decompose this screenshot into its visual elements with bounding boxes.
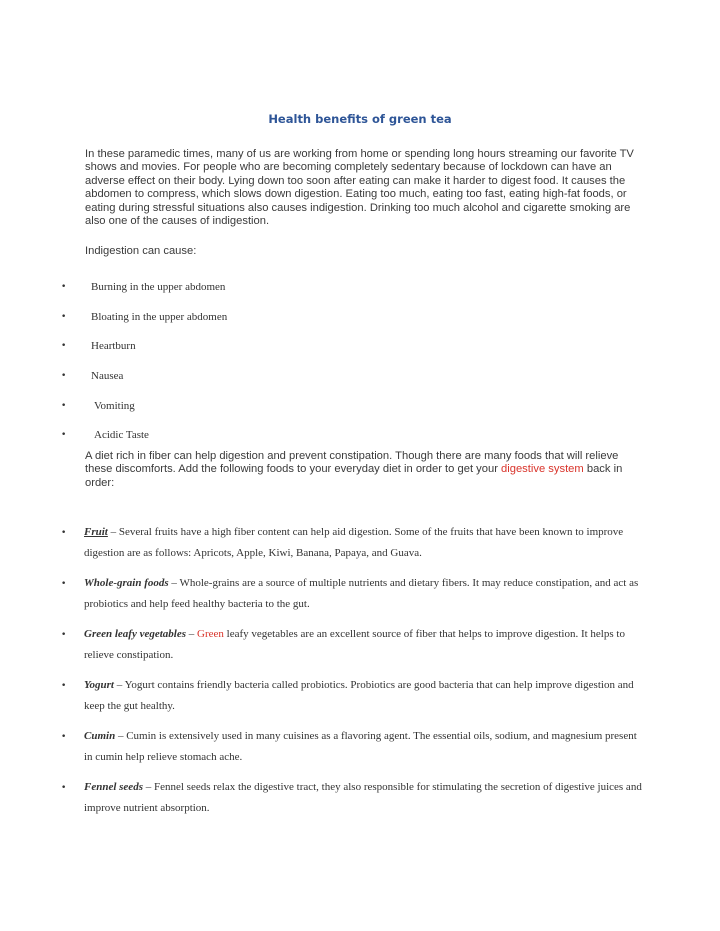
bullet-icon: • — [61, 371, 67, 381]
food-name: Fruit — [84, 526, 108, 538]
symptom-item: Vomiting — [94, 400, 135, 412]
food-item — [84, 726, 644, 768]
indigestion-heading: Indigestion can cause: — [85, 245, 197, 257]
food-item — [84, 522, 644, 564]
bullet-icon: • — [61, 282, 67, 292]
bullet-icon: • — [61, 732, 67, 742]
symptom-item: Acidic Taste — [94, 429, 149, 441]
bullet-icon: • — [61, 430, 67, 440]
food-dash: – — [168, 577, 180, 589]
diet-tail: back in order: — [85, 463, 623, 489]
green-link[interactable]: Green — [197, 628, 224, 640]
food-desc: Fennel seeds relax the digestive tract, they also responsible for stimulating the secretion of digestive juices and improve nutrient absorption. — [84, 781, 642, 814]
diet-text: A diet rich in fiber can help digestion and prevent constipation. Though there are many foods that will relieve these discomforts. Add the following foods to your everyday diet in order to get your — [85, 450, 619, 476]
intro-paragraph: In these paramedic times, many of us are working from home or spending long hours streaming our favorite TV shows and movies. For people who are becoming completely sedentary because of lockdown can have an adverse effect on their body. Lying down too soon after eating can make it harder to digest food. It causes the abdomen to compress, which slows down digestion. Eating too much, eating too fast, eating high-fat foods, or eating during stressful situations also causes indigestion. Drinking too much alcohol and cigarette smoking are also one of the causes of indigestion. — [85, 148, 634, 228]
food-item — [84, 675, 644, 717]
food-dash: – — [142, 781, 154, 793]
food-name: Green leafy vegetables — [84, 628, 187, 640]
diet-paragraph — [85, 450, 645, 490]
symptom-item: Heartburn — [91, 340, 136, 352]
food-desc: Cumin is extensively used in many cuisines as a flavoring agent. The essential oils, sodium, and magnesium present in cumin help relieve stomach ache. — [84, 730, 637, 763]
food-name: Cumin — [84, 730, 116, 742]
symptom-item: Burning in the upper abdomen — [91, 281, 226, 293]
food-item — [84, 777, 644, 819]
digestive-system-link[interactable]: digestive system — [501, 463, 584, 476]
bullet-icon: • — [61, 528, 67, 538]
food-dash: – — [107, 526, 119, 538]
bullet-icon: • — [61, 579, 67, 589]
food-dash: – — [115, 730, 127, 742]
food-dash: – — [186, 628, 198, 640]
bullet-icon: • — [61, 341, 67, 351]
food-name: Fennel seeds — [84, 781, 143, 793]
food-desc: Yogurt contains friendly bacteria called probiotics. Probiotics are good bacteria that can help improve digestion and keep the gut healthy. — [84, 679, 634, 712]
page-title: Health benefits of green tea — [268, 112, 452, 126]
food-item — [84, 624, 644, 666]
food-name: Yogurt — [84, 679, 114, 691]
food-desc: Several fruits have a high fiber content can help aid digestion. Some of the fruits that have been known to improve digestion are as follows: Apricots, Apple, Kiwi, Banana, Papaya, and Guava. — [84, 526, 624, 559]
food-desc: Whole-grains are a source of multiple nutrients and dietary fibers. It may reduce constipation, and act as probiotics and help feed healthy bacteria to the gut. — [84, 577, 639, 610]
bullet-icon: • — [61, 312, 67, 322]
food-item — [84, 573, 644, 615]
bullet-icon: • — [61, 401, 67, 411]
food-name: Whole-grain foods — [84, 577, 169, 589]
food-dash: – — [113, 679, 125, 691]
food-desc: leafy vegetables are an excellent source of fiber that helps to improve digestion. It helps to relieve constipation. — [84, 628, 625, 661]
bullet-icon: • — [61, 783, 67, 793]
bullet-icon: • — [61, 630, 67, 640]
symptom-item: Nausea — [91, 370, 124, 382]
symptom-item: Bloating in the upper abdomen — [91, 311, 228, 323]
bullet-icon: • — [61, 681, 67, 691]
